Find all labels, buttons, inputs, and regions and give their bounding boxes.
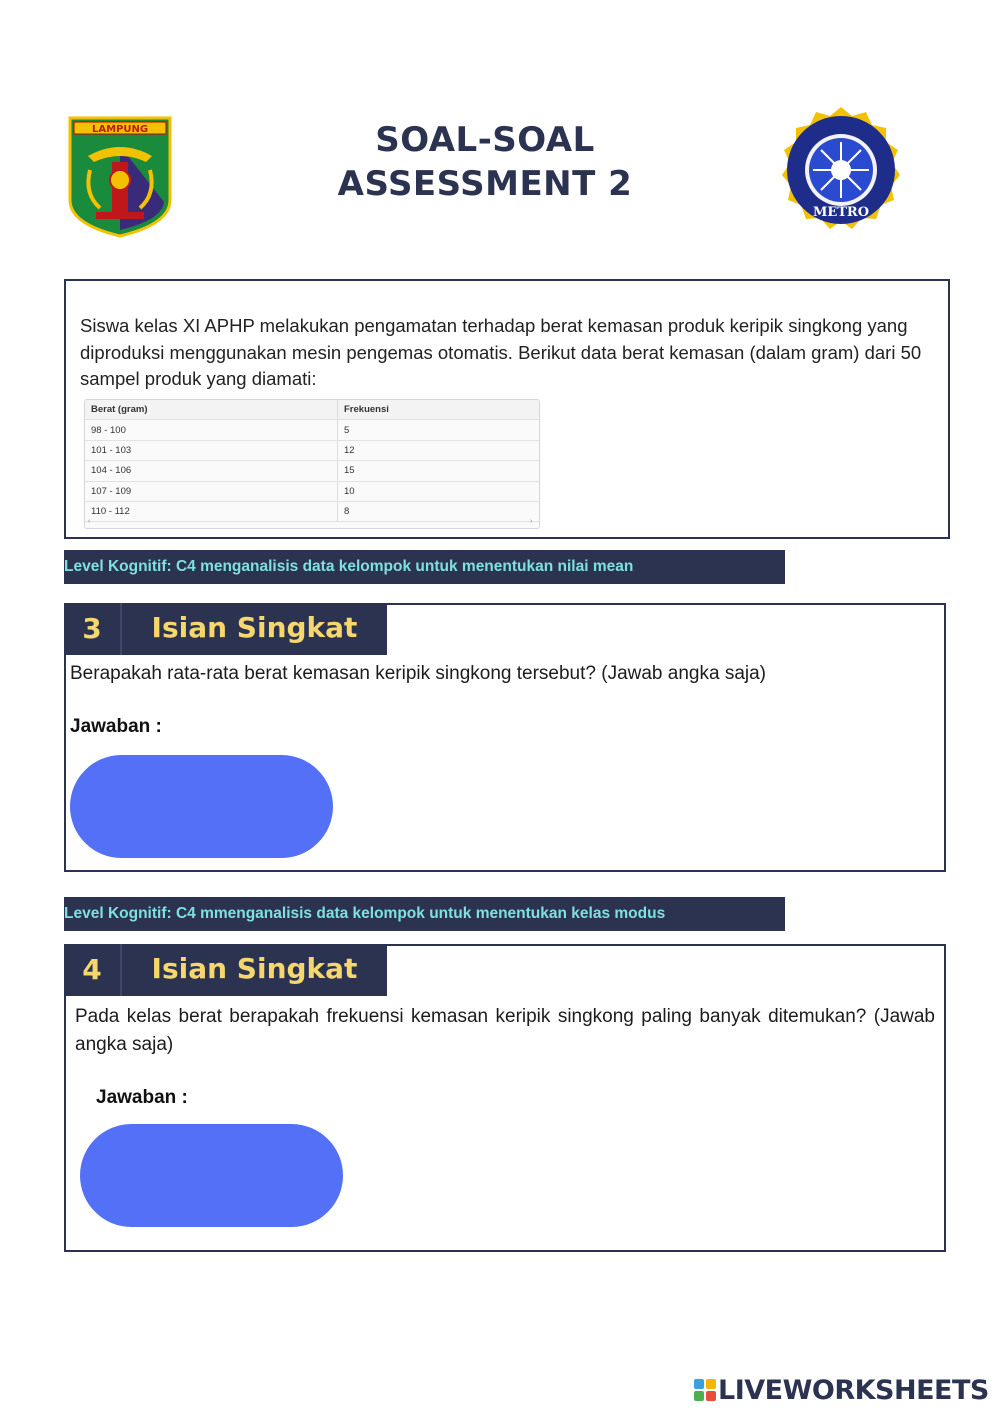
table-row [85,481,539,501]
weight-cell: 101 - 103 [85,440,338,460]
brand-name: LIVEWORKSHEETS [718,1374,989,1406]
university-seal [772,104,910,242]
intro-paragraph: Siswa kelas XI APHP melakukan pengamatan terhadap berat kemasan produk keripik singkong yang diproduksi menggunakan mesin pengemas otomatis. Berikut data berat kemasan (dalam gram) dari 50 sampel produk yang diamati: [80,315,922,389]
cognitive-level-banner: Level Kognitif: C4 menganalisis data kelompok untuk menentukan nilai mean [64,550,785,584]
weight-cell: 104 - 106 [85,461,338,481]
question-type: Isian Singkat [151,952,358,985]
frequency-table [84,399,540,529]
answer-label: Jawaban : [96,1087,188,1108]
scroll-left-icon: ‹ [88,518,91,525]
table-row [85,440,539,460]
liveworksheets-logo[interactable] [694,1372,989,1408]
svg-text:METRO: METRO [812,205,870,220]
title-line-1: SOAL-SOAL [375,120,595,160]
answer-label: Jawaban : [70,716,162,737]
table-header-row [85,400,539,420]
weight-cell: 107 - 109 [85,481,338,501]
question-type: Isian Singkat [151,611,358,644]
table-row [85,420,539,440]
frequency-cell: 5 [338,420,540,440]
answer-input-q3[interactable] [70,755,333,858]
table-row [85,501,539,521]
question-3-text: Berapakah rata-rata berat kemasan keripik singkong tersebut? (Jawab angka saja) [70,663,766,684]
weight-cell: 110 - 112 [85,501,338,521]
frequency-cell: 10 [338,481,540,501]
question-number: 4 [82,953,102,986]
cognitive-level-banner: Level Kognitif: C4 mmenganalisis data kelompok untuk menentukan kelas modus [64,897,785,931]
svg-text:LAMPUNG: LAMPUNG [91,124,149,135]
scroll-right-icon: › [530,518,533,525]
frequency-cell: 15 [338,461,540,481]
weight-cell: 98 - 100 [85,420,338,440]
lampung-logo [66,116,174,238]
frequency-cell: 8 [338,501,540,521]
column-header-frequency: Frekuensi [338,400,540,420]
answer-input-q4[interactable] [80,1124,343,1227]
question-4-header [64,944,387,996]
question-4-text: Pada kelas berat berapakah frekuensi kemasan keripik singkong paling banyak ditemukan? (Jawab angka saja) [75,1006,935,1055]
liveworksheets-mark-icon [694,1379,716,1401]
title-line-2: ASSESSMENT 2 [337,164,633,204]
page-title [290,118,680,206]
question-3-header [64,603,387,655]
column-header-weight: Berat (gram) [85,400,338,420]
table-row [85,461,539,481]
frequency-cell: 12 [338,440,540,460]
question-number: 3 [82,612,102,645]
